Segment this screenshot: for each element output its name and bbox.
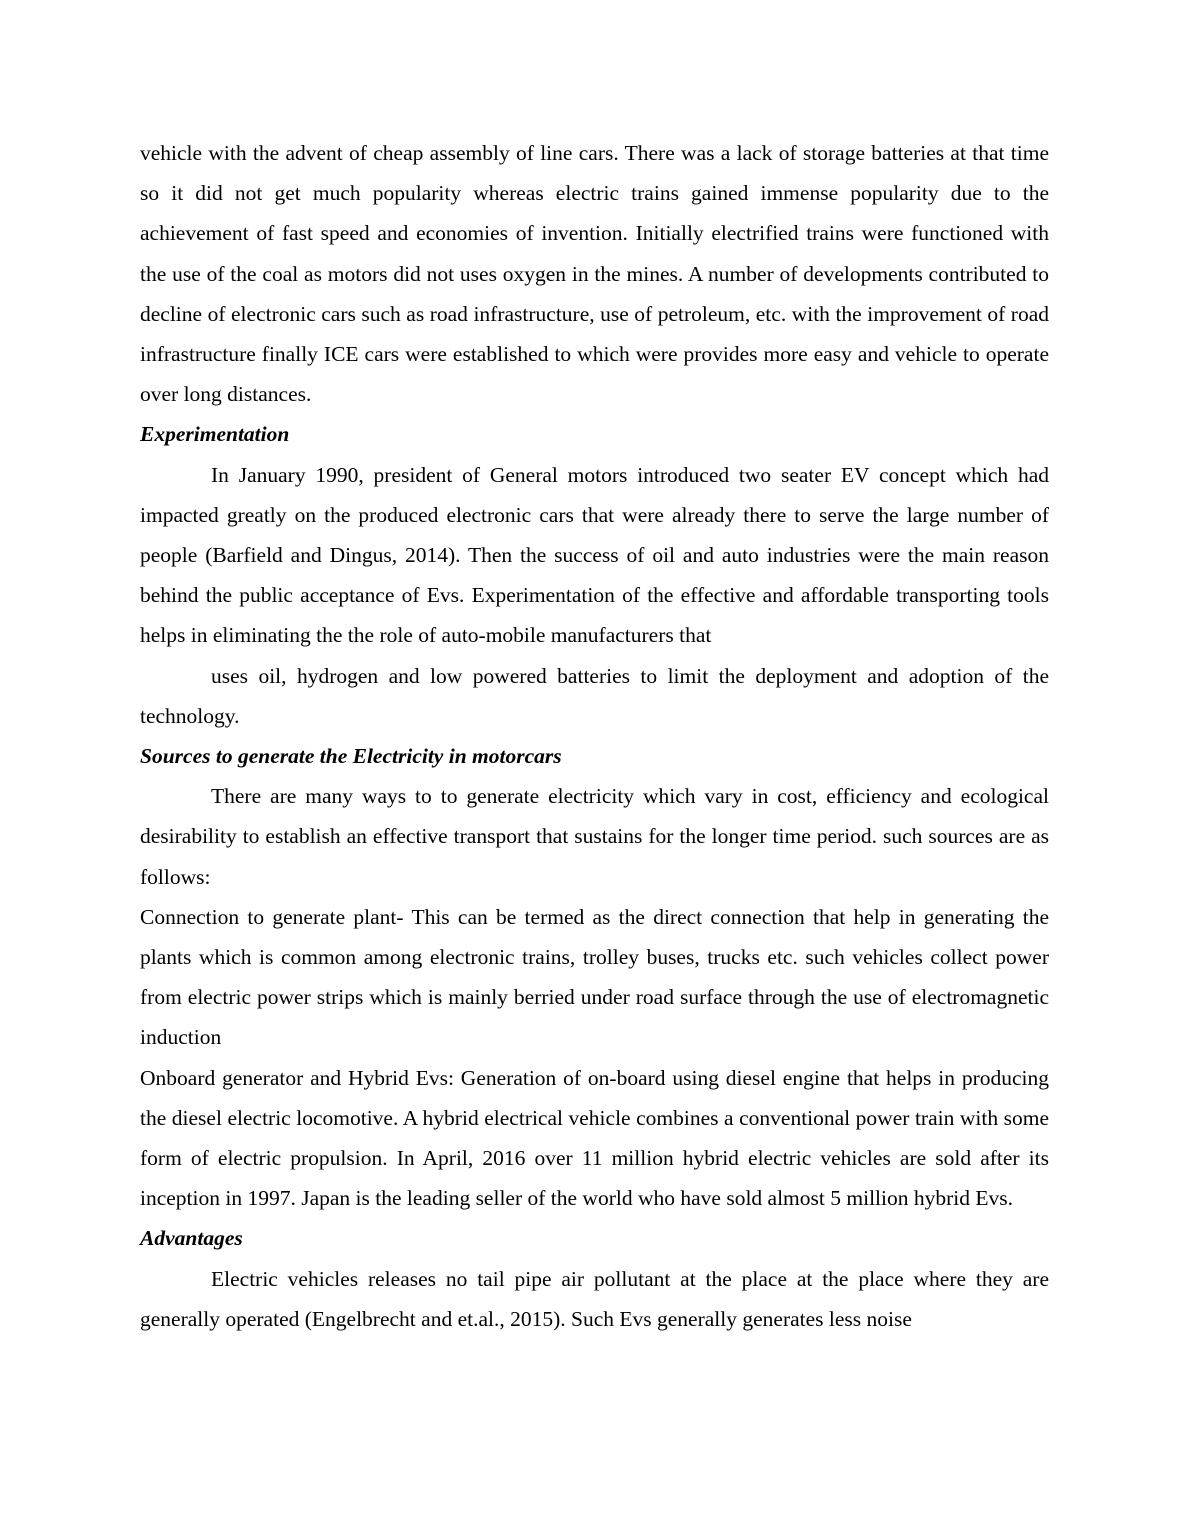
heading-advantages: Advantages	[140, 1226, 243, 1251]
paragraph-experimentation-2: uses oil, hydrogen and low powered batteries to limit the deployment and adoption of the technology.	[140, 663, 1049, 728]
paragraph-sources-intro: There are many ways to to generate electricity which vary in cost, efficiency and ecological desirability to establish an effective transport that sustains for the longer time period. such sources are as follows:	[140, 784, 1049, 889]
paragraph-experimentation-1: In January 1990, president of General motors introduced two seater EV concept which had impacted greatly on the produced electronic cars that were already there to serve the large number of people (Barfield and Dingus, 2014). Then the success of oil and auto industries were the main reason behind the public acceptance of Evs. Experimentation of the effective and affordable transporting tools helps in eliminating the the role of auto-mobile manufacturers that	[140, 462, 1049, 648]
heading-sources: Sources to generate the Electricity in motorcars	[140, 744, 562, 769]
paragraph-connection: Connection to generate plant- This can be termed as the direct connection that help in generating the plants which is common among electronic trains, trolley buses, trucks etc. such vehicles collect power from electric power strips which is mainly berried under road surface through the use of electromagnetic induction	[140, 904, 1049, 1050]
paragraph-onboard: Onboard generator and Hybrid Evs: Generation of on-board using diesel engine that helps in producing the diesel electric locomotive. A hybrid electrical vehicle combines a conventional power train with some form of electric propulsion. In April, 2016 over 11 million hybrid electric vehicles are sold after its inception in 1997. Japan is the leading seller of the world who have sold almost 5 million hybrid Evs.	[140, 1065, 1049, 1211]
document-page	[140, 133, 1049, 1339]
heading-experimentation: Experimentation	[140, 422, 290, 447]
paragraph-intro: vehicle with the advent of cheap assembly of line cars. There was a lack of storage batteries at that time so it did not get much popularity whereas electric trains gained immense popularity due to the achievement of fast speed and economies of invention. Initially electrified trains were functioned with the use of the coal as motors did not uses oxygen in the mines. A number of developments contributed to decline of electronic cars such as road infrastructure, use of petroleum, etc. with the improvement of road infrastructure finally ICE cars were established to which were provides more easy and vehicle to operate over long distances.	[140, 141, 1049, 407]
paragraph-advantages: Electric vehicles releases no tail pipe air pollutant at the place at the place where they are generally operated (Engelbrecht and et.al., 2015). Such Evs generally generates less noise	[140, 1266, 1049, 1331]
